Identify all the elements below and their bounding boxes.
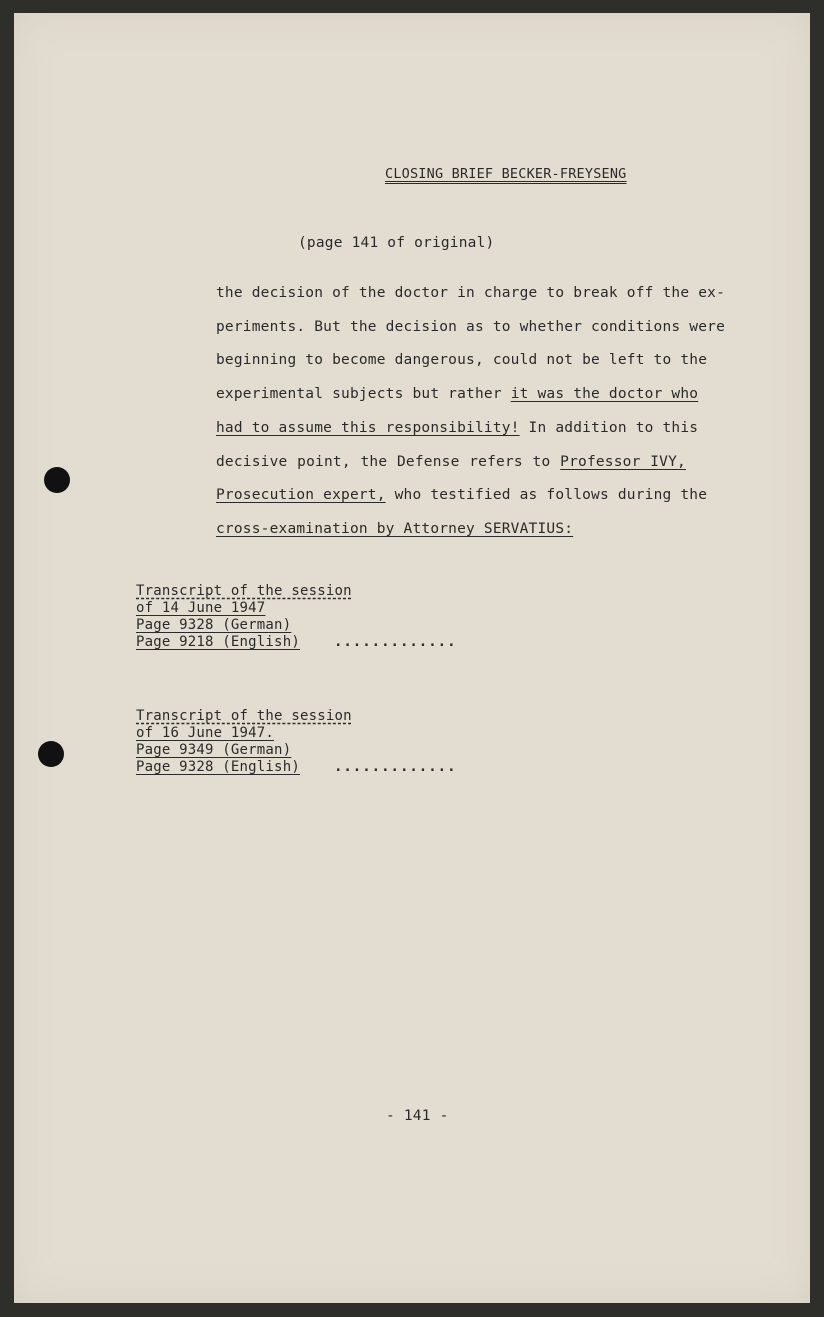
body-line-6: [216, 454, 686, 470]
reference-1-dots: .............: [333, 634, 457, 650]
punch-hole-top: [44, 467, 70, 493]
body-line-4-text: experimental subjects but rather: [216, 386, 511, 402]
reference-1-date: of 14 June 1947: [136, 600, 266, 616]
body-line-5: [216, 420, 699, 436]
punch-hole-bottom: [38, 741, 64, 767]
body-line-1: the decision of the doctor in charge to break off the ex-: [216, 285, 725, 301]
reference-2-english-page: Page 9328 (English): [136, 759, 300, 775]
reference-2-german-page: Page 9349 (German): [136, 742, 292, 758]
document-title: CLOSING BRIEF BECKER-FREYSENG: [385, 166, 627, 182]
transcript-reference-1: [136, 583, 457, 651]
transcript-reference-2: [136, 708, 457, 776]
body-line-7-text: who testified as follows during the: [385, 487, 708, 503]
body-line-5-text: In addition to this: [519, 420, 699, 436]
body-line-4: [216, 386, 699, 402]
document-page: [14, 13, 810, 1303]
reference-1-english-page: Page 9218 (English): [136, 634, 300, 650]
reference-1-german-page: Page 9328 (German): [136, 617, 292, 633]
reference-2-heading: Transcript of the session: [136, 708, 352, 724]
body-line-8: [216, 521, 573, 537]
reference-2-date: of 16 June 1947.: [136, 725, 275, 741]
reference-1-heading: Transcript of the session: [136, 583, 352, 599]
body-line-6-text: decisive point, the Defense refers to: [216, 454, 561, 470]
page-number: - 141 -: [386, 1108, 449, 1124]
reference-2-dots: .............: [333, 759, 457, 775]
body-line-5-emphasis: had to assume this responsibility!: [216, 420, 520, 436]
body-line-4-emphasis: it was the doctor who: [510, 386, 699, 402]
body-line-2: periments. But the decision as to whether conditions were: [216, 319, 725, 335]
body-line-6-emphasis: Professor IVY,: [560, 454, 686, 470]
body-line-7-emphasis: Prosecution expert,: [216, 487, 386, 503]
body-line-8-emphasis: cross-examination by Attorney SERVATIUS:: [216, 521, 574, 537]
body-line-3: beginning to become dangerous, could not be left to the: [216, 352, 708, 368]
page-reference: (page 141 of original): [298, 235, 495, 251]
body-line-7: [216, 487, 708, 503]
